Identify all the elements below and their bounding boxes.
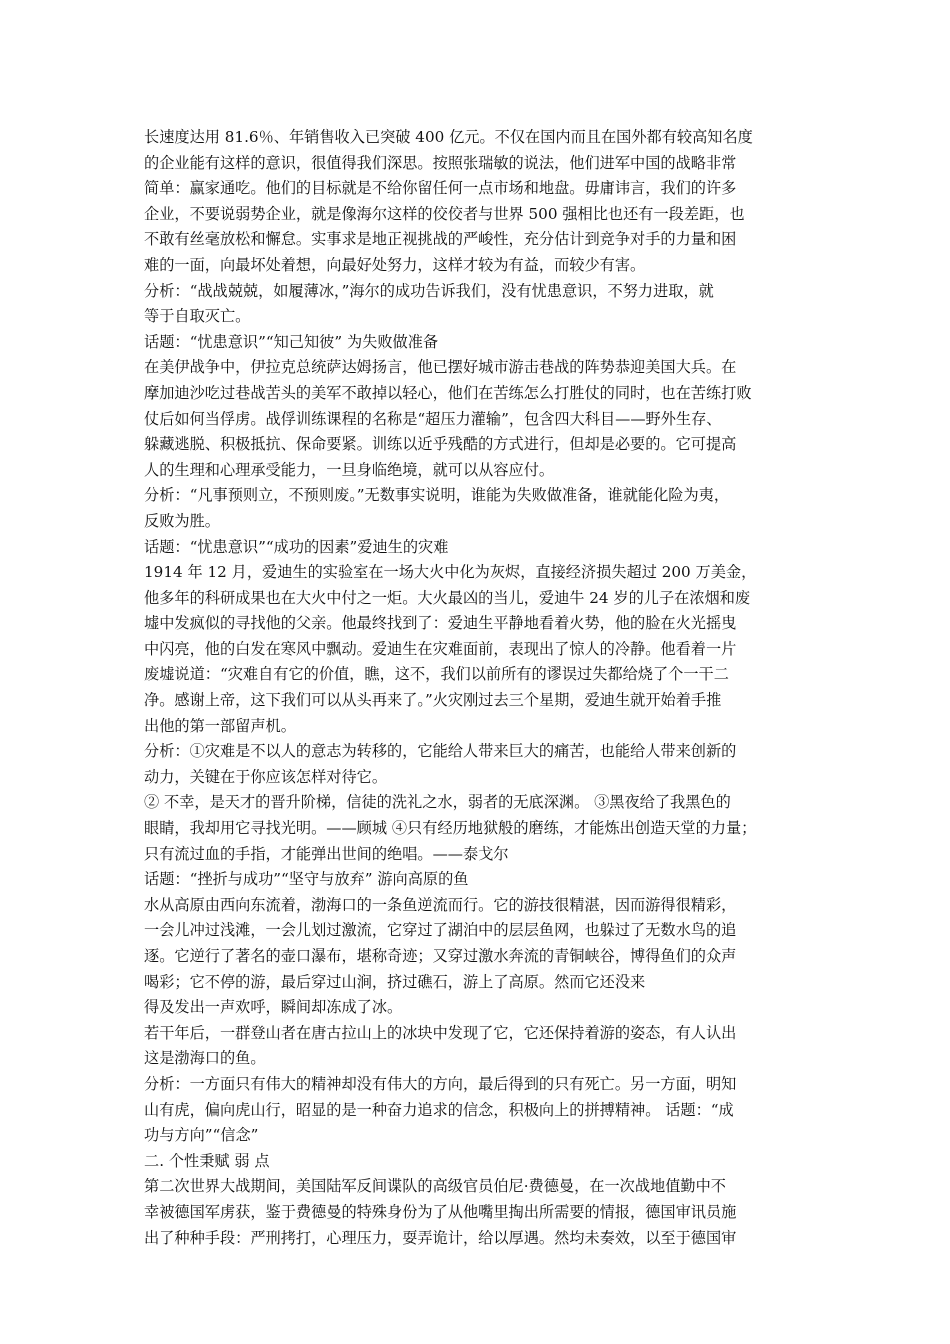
text-line: 墟中发疯似的寻找他的父亲。他最终找到了：爱迪生平静地看着火势，他的脸在火光摇曳	[144, 614, 737, 633]
analysis-line: 分析：一方面只有伟大的精神却没有伟大的方向，最后得到的只有死亡。另一方面，明知	[144, 1074, 737, 1093]
text-line: 喝彩；它不停的游，最后穿过山涧，挤过礁石，游上了高原。然而它还没来	[144, 972, 646, 991]
text-line: 第二次世界大战期间，美国陆军反间谍队的高级官员伯尼·费德曼，在一次战地值勤中不	[144, 1177, 726, 1196]
text-line: 动力，关键在于你应该怎样对待它。	[144, 767, 387, 786]
section-heading: 二. 个性秉赋 弱 点	[144, 1151, 270, 1170]
text-line: 他多年的科研成果也在大火中付之一炬。大火最凶的当儿，爱迪牛 24 岁的儿子在浓烟和废	[144, 588, 751, 607]
analysis-line: 分析：①灾难是不以人的意志为转移的，它能给人带来巨大的痛苦，也能给人带来创新的	[144, 742, 737, 761]
topic-heading: 话题：“忧患意识”“知己知彼” 为失败做准备	[144, 332, 439, 351]
text-line: 出他的第一部留声机。	[144, 716, 296, 735]
text-line: 眼睛，我却用它寻找光明。——顾城 ④只有经历地狱般的磨练，才能炼出创造天堂的力量；	[144, 819, 757, 838]
text-line: 出了种种手段：严刑拷打，心理压力，耍弄诡计，给以厚遇。然均未奏效，以至于德国审	[144, 1228, 737, 1247]
text-line: 功与方向”“信念”	[144, 1126, 259, 1145]
text-line: 在美伊战争中，伊拉克总统萨达姆扬言，他已摆好城市游击巷战的阵势恭迎美国大兵。在	[144, 358, 737, 377]
text-line: 若干年后，一群登山者在唐古拉山上的冰块中发现了它，它还保持着游的姿态，有人认出	[144, 1023, 737, 1042]
analysis-line: 分析：“凡事预则立，不预则废。”无数事实说明，谁能为失败做准备，谁就能化险为夷，	[144, 486, 730, 505]
text-line: 净。感谢上帝，这下我们可以从头再来了。”火灾刚过去三个星期，爱迪生就开始着手推	[144, 691, 722, 710]
text-line: 等于自取灭亡。	[144, 307, 251, 326]
text-line: 反败为胜。	[144, 511, 220, 530]
text-line: 一会儿冲过浅滩，一会儿划过激流，它穿过了湖泊中的层层鱼网，也躲过了无数水鸟的追	[144, 921, 737, 940]
text-line: 摩加迪沙吃过巷战苦头的美军不敢掉以轻心，他们在苦练怎么打胜仗的同时，也在苦练打败	[144, 383, 752, 402]
text-line: 幸被德国军虏获，鉴于费德曼的特殊身份为了从他嘴里掏出所需要的情报，德国审讯员施	[144, 1202, 737, 1221]
text-line: 不敢有丝毫放松和懈怠。实事求是地正视挑战的严峻性，充分估计到竞争对手的力量和困	[144, 230, 737, 249]
text-line: 山有虎，偏向虎山行，昭显的是一种奋力追求的信念，积极向上的拼搏精神。 话题：“成	[144, 1100, 734, 1119]
text-line: 水从高原由西向东流着，渤海口的一条鱼逆流而行。它的游技很精湛，因而游得很精彩，	[144, 895, 737, 914]
text-line: 中闪亮，他的白发在寒风中飘动。爱迪生在灾难面前，表现出了惊人的冷静。他看着一片	[144, 639, 737, 658]
text-line: 1914 年 12 月，爱迪生的实验室在一场大火中化为灰烬，直接经济损失超过 200 万美金，	[144, 563, 757, 582]
body-text	[144, 125, 820, 1251]
text-line: 逐。它逆行了著名的壶口瀑布，堪称奇迹；又穿过激水奔流的青铜峡谷，博得鱼们的众声	[144, 947, 737, 965]
text-line: 这是渤海口的鱼。	[144, 1049, 266, 1068]
text-line: 的企业能有这样的意识，很值得我们深思。按照张瑞敏的说法，他们进军中国的战略非常	[144, 153, 737, 172]
text-line: ② 不幸，是天才的晋升阶梯，信徒的洗礼之水，弱者的无底深渊。 ③黑夜给了我黑色的	[144, 793, 731, 812]
text-line: 难的一面，向最坏处着想，向最好处努力，这样才较为有益，而较少有害。	[144, 255, 646, 274]
topic-heading: 话题：“忧患意识”“成功的因素”爱迪生的灾难	[144, 537, 449, 556]
text-line: 废墟说道：“灾难自有它的价值，瞧，这不，我们以前所有的谬误过失都给烧了个一干二	[144, 665, 729, 684]
text-line: 人的生理和心理承受能力，一旦身临绝境，就可以从容应付。	[144, 460, 555, 479]
text-line: 企业，不要说弱势企业，就是像海尔这样的佼佼者与世界 500 强相比也还有一段差距，也	[144, 204, 745, 223]
topic-heading: 话题：“挫折与成功”“坚守与放弃” 游向高原的鱼	[144, 870, 469, 889]
text-line: 仗后如何当俘虏。战俘训练课程的名称是“超压力灌输”，包含四大科目——野外生存、	[144, 409, 722, 428]
text-line: 得及发出一声欢呼，瞬间却冻成了冰。	[144, 998, 403, 1017]
text-line: 躲藏逃脱、积极抵抗、保命要紧。训练以近乎残酷的方式进行，但却是必要的。它可提高	[144, 435, 737, 454]
text-line: 长速度达用 81.6％、年销售收入已突破 400 亿元。不仅在国内而且在国外都有较高知名度	[144, 128, 753, 146]
analysis-line: 分析：“战战兢兢，如履薄冰，”海尔的成功告诉我们，没有忧患意识，不努力进取，就	[144, 281, 714, 300]
text-line: 简单：赢家通吃。他们的目标就是不给你留任何一点市场和地盘。毋庸讳言，我们的许多	[144, 179, 737, 198]
text-line: 只有流过血的手指，才能弹出世间的绝唱。——泰戈尔	[144, 844, 509, 863]
